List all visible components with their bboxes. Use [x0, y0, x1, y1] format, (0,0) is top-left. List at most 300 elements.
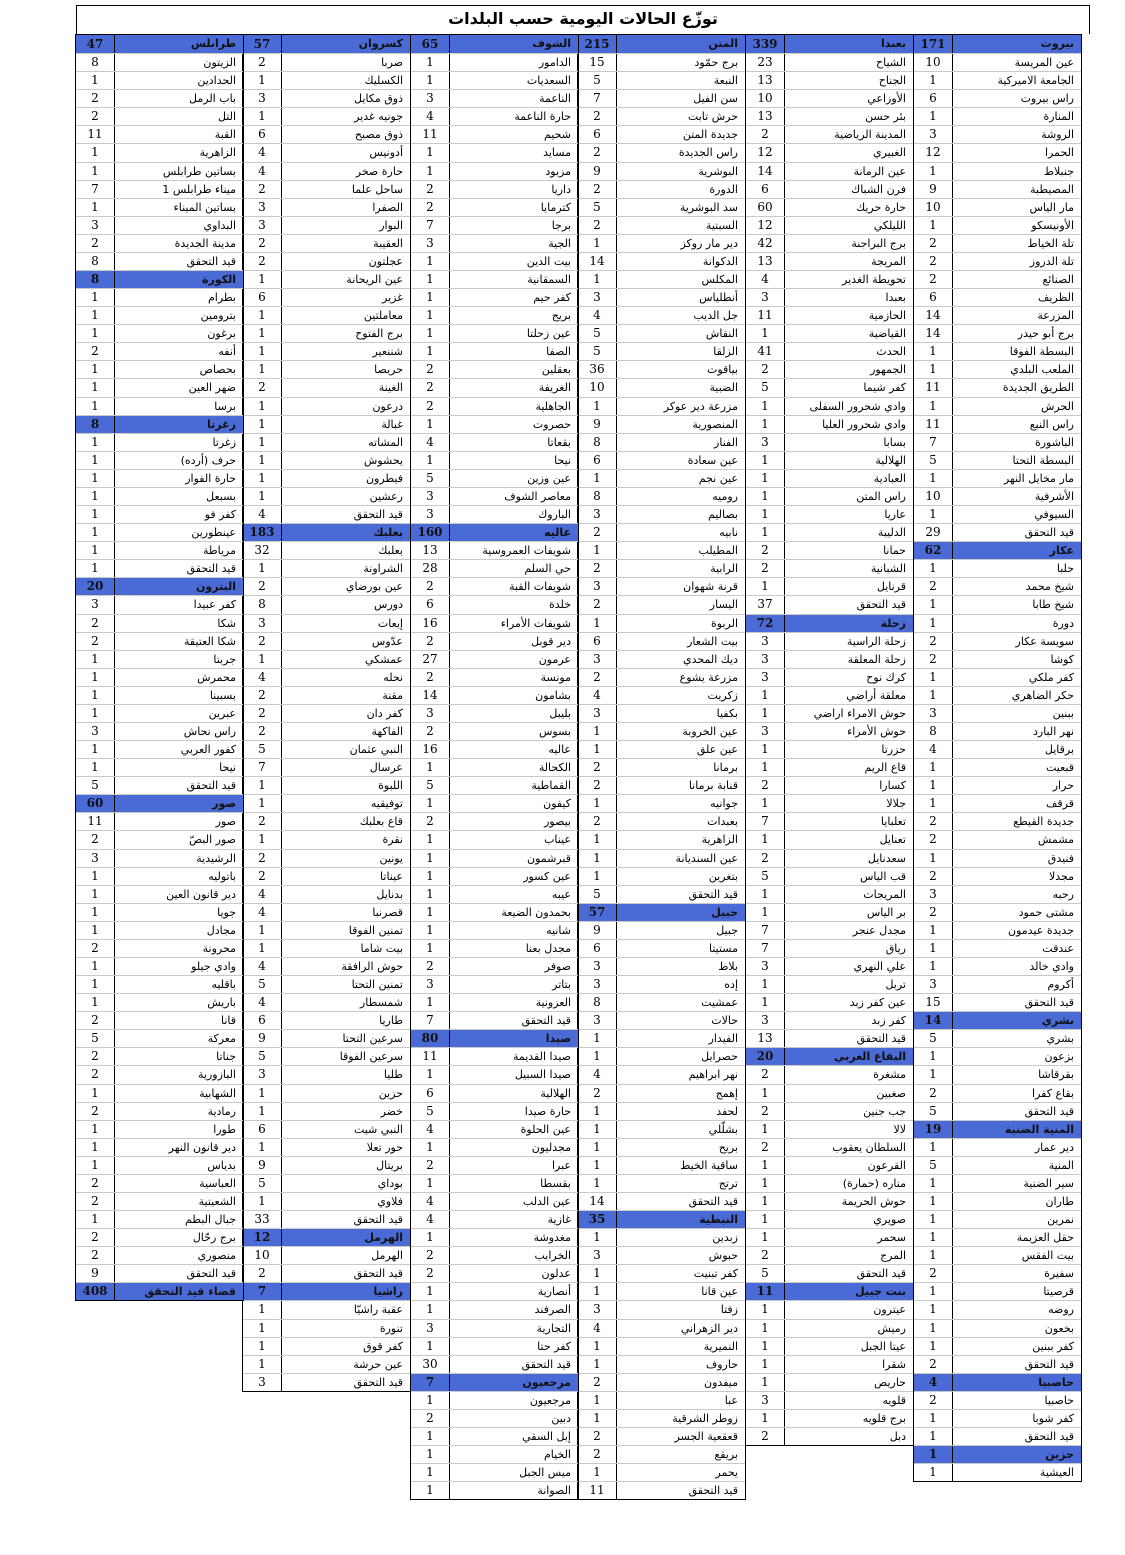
town-name: نهر ابراهيم — [688, 1068, 738, 1082]
town-name: بريتال — [376, 1158, 403, 1172]
case-count: 4 — [578, 687, 617, 704]
district-header-row — [411, 35, 578, 53]
town-name: قيد التحقق — [688, 1484, 738, 1498]
town-name: جوانيه — [710, 797, 738, 811]
town-name: حريصا — [374, 363, 403, 377]
case-count: 2 — [76, 1175, 115, 1192]
case-count: 12 — [746, 144, 785, 161]
town-row — [243, 1319, 410, 1337]
case-count: 1 — [746, 1175, 785, 1192]
town-name: الحمرا — [1045, 146, 1074, 160]
town-name: روضه — [1048, 1303, 1074, 1317]
town-row — [243, 577, 410, 595]
town-name: عين الحلوة — [520, 1122, 571, 1136]
case-count: 3 — [76, 596, 115, 613]
case-count: 9 — [578, 163, 617, 180]
town-row — [243, 1084, 410, 1102]
town-name: جلالا — [886, 797, 906, 811]
town-name: جديدة المتن — [682, 128, 738, 142]
town-name: الخيام — [544, 1448, 571, 1462]
town-row — [76, 1011, 243, 1029]
district-header-row — [746, 35, 913, 53]
case-count: 1 — [243, 1139, 282, 1156]
case-count: 3 — [243, 1374, 282, 1391]
town-name: حاريص — [873, 1375, 906, 1389]
district-total: 20 — [746, 1048, 785, 1065]
town-name: ساحل علما — [351, 182, 403, 196]
town-name: مار الياس — [1029, 200, 1074, 214]
case-count: 1 — [411, 850, 450, 867]
case-count: 2 — [578, 813, 617, 830]
case-count: 1 — [746, 1356, 785, 1373]
case-count: 2 — [76, 1012, 115, 1029]
town-name: كفر قوق — [363, 1339, 403, 1353]
town-name: حارة صيدا — [524, 1104, 571, 1118]
town-row — [76, 1192, 243, 1210]
district-total: 47 — [76, 35, 115, 53]
case-count: 1 — [411, 1139, 450, 1156]
case-count: 1 — [411, 307, 450, 324]
town-name: عين الريحانة — [346, 273, 403, 287]
town-row — [411, 487, 578, 505]
town-row — [746, 162, 913, 180]
district-total: 339 — [746, 35, 785, 53]
town-name: عبا — [724, 1393, 738, 1407]
town-name: بعبدات — [707, 815, 738, 829]
town-row — [76, 360, 243, 378]
town-row — [76, 125, 243, 143]
town-row — [411, 559, 578, 577]
town-name: قلويه — [882, 1393, 906, 1407]
case-count: 1 — [914, 1139, 953, 1156]
district-total: 1 — [914, 1446, 953, 1463]
case-count: 2 — [746, 850, 785, 867]
town-row — [746, 1156, 913, 1174]
town-name: أكروم — [1047, 978, 1074, 992]
town-name: محرونة — [202, 941, 236, 955]
case-count: 16 — [411, 741, 450, 758]
case-count: 60 — [746, 199, 785, 216]
town-name: عين حرشة — [353, 1357, 403, 1371]
case-count: 1 — [914, 922, 953, 939]
town-row — [746, 487, 913, 505]
town-name: قيد التحقق — [1024, 996, 1074, 1010]
town-name: حبوش — [708, 1249, 738, 1263]
case-count: 2 — [411, 1157, 450, 1174]
town-row — [578, 180, 745, 198]
town-row — [746, 577, 913, 595]
case-count: 13 — [411, 542, 450, 559]
case-count: 1 — [914, 615, 953, 632]
town-name: حارة الناعمة — [514, 110, 571, 124]
town-name: تلة الدروز — [1029, 254, 1074, 268]
case-count: 2 — [578, 1428, 617, 1445]
town-name: كفر عبيدا — [193, 598, 236, 612]
town-row — [411, 1337, 578, 1355]
district-total: 8 — [76, 416, 115, 433]
town-row — [578, 306, 745, 324]
case-count: 1 — [76, 506, 115, 523]
town-name: الجاهلية — [535, 399, 571, 413]
town-row — [76, 1120, 243, 1138]
case-count: 2 — [76, 1229, 115, 1246]
case-count: 2 — [243, 723, 282, 740]
district-header-row — [243, 35, 410, 53]
town-row — [243, 252, 410, 270]
case-count: 1 — [914, 850, 953, 867]
case-count: 10 — [914, 54, 953, 71]
town-name: عيترون — [873, 1303, 906, 1317]
case-count: 3 — [411, 235, 450, 252]
town-row — [76, 903, 243, 921]
case-count: 1 — [746, 398, 785, 415]
case-count: 7 — [76, 181, 115, 198]
case-count: 1 — [76, 72, 115, 89]
town-row — [914, 1409, 1081, 1427]
case-count: 1 — [76, 651, 115, 668]
town-name: حزين — [378, 1086, 403, 1100]
town-name: كسارا — [879, 779, 906, 793]
case-count: 1 — [76, 1085, 115, 1102]
town-name: كفر شوبا — [1032, 1411, 1074, 1425]
town-name: فنيدق — [1047, 851, 1074, 865]
case-count: 4 — [411, 108, 450, 125]
town-name: الحازمية — [868, 309, 906, 323]
case-count: 2 — [76, 831, 115, 848]
town-row — [243, 469, 410, 487]
town-name: الجناح — [878, 74, 906, 88]
district-header-row — [411, 1029, 578, 1047]
town-name: قيد التحقق — [353, 1213, 403, 1227]
case-count: 1 — [411, 144, 450, 161]
case-count: 1 — [411, 940, 450, 957]
town-row — [914, 523, 1081, 541]
town-row — [746, 143, 913, 161]
case-count: 1 — [578, 398, 617, 415]
town-name: زوطر الشرقية — [672, 1411, 738, 1425]
case-count: 3 — [914, 126, 953, 143]
town-row — [243, 1011, 410, 1029]
town-row — [411, 451, 578, 469]
town-row — [76, 939, 243, 957]
town-row — [746, 867, 913, 885]
town-row — [578, 487, 745, 505]
town-row — [578, 704, 745, 722]
town-name: كفر شيما — [863, 381, 906, 395]
town-row — [746, 324, 913, 342]
case-count: 1 — [578, 235, 617, 252]
town-row — [243, 89, 410, 107]
district-total: 171 — [914, 35, 953, 53]
case-count: 2 — [243, 578, 282, 595]
town-row — [243, 595, 410, 613]
case-count: 10 — [914, 199, 953, 216]
town-row — [243, 1138, 410, 1156]
town-name: جربتا — [213, 652, 236, 666]
town-name: لالا — [893, 1122, 906, 1136]
town-name: ذوق مصبح — [354, 128, 403, 142]
town-name: كفر دان — [366, 706, 403, 720]
case-count: 1 — [578, 741, 617, 758]
town-name: عمشيت — [701, 996, 738, 1010]
town-name: بئر حسن — [865, 110, 906, 124]
case-count: 3 — [578, 958, 617, 975]
town-row — [914, 1192, 1081, 1210]
town-row — [578, 921, 745, 939]
town-name: بخعون — [1044, 1321, 1074, 1335]
case-count: 1 — [578, 1410, 617, 1427]
town-name: شننعير — [372, 345, 403, 359]
town-row — [746, 559, 913, 577]
case-count: 4 — [243, 144, 282, 161]
town-row — [76, 849, 243, 867]
case-count: 1 — [411, 994, 450, 1011]
town-row — [746, 1084, 913, 1102]
case-count: 16 — [411, 615, 450, 632]
case-count: 1 — [243, 831, 282, 848]
town-name: أنفه — [218, 345, 236, 359]
town-name: الملعب البلدي — [1010, 363, 1074, 377]
case-count: 1 — [914, 1066, 953, 1083]
town-name: المريجات — [863, 887, 906, 901]
town-row — [914, 360, 1081, 378]
case-count: 1 — [76, 144, 115, 161]
town-name: دبين — [551, 1411, 571, 1425]
case-count: 1 — [914, 1229, 953, 1246]
district-header-row — [243, 1228, 410, 1246]
case-count: 7 — [746, 813, 785, 830]
case-count: 1 — [914, 1464, 953, 1481]
case-count: 2 — [76, 1066, 115, 1083]
town-name: داريا — [551, 182, 571, 196]
case-count: 1 — [746, 687, 785, 704]
town-row — [914, 342, 1081, 360]
town-row — [243, 505, 410, 523]
town-name: حارة الفوار — [185, 471, 236, 485]
town-name: بلاط — [718, 959, 738, 973]
town-name: شقرا — [882, 1357, 906, 1371]
district-total: 4 — [914, 1374, 953, 1391]
town-name: صوفر — [544, 959, 571, 973]
town-row — [578, 686, 745, 704]
case-count: 2 — [578, 596, 617, 613]
case-count: 6 — [578, 633, 617, 650]
town-row — [411, 704, 578, 722]
town-row — [746, 668, 913, 686]
town-name: ميس الجبل — [519, 1466, 571, 1480]
town-row — [746, 378, 913, 396]
town-row — [914, 1138, 1081, 1156]
district-header-row — [76, 794, 243, 812]
case-count: 2 — [578, 759, 617, 776]
town-row — [578, 523, 745, 541]
district-header-row — [243, 1282, 410, 1300]
town-name: أدونيس — [369, 146, 403, 160]
town-row — [243, 957, 410, 975]
town-row — [76, 1210, 243, 1228]
town-name: نحله — [383, 670, 403, 684]
case-count: 2 — [76, 940, 115, 957]
town-row — [76, 650, 243, 668]
town-name: الشهابية — [199, 1086, 236, 1100]
town-row — [243, 198, 410, 216]
town-row — [76, 957, 243, 975]
case-count: 3 — [243, 199, 282, 216]
town-name: النبي عثمان — [349, 743, 403, 757]
town-name: بيصور — [544, 815, 571, 829]
town-name: السيوفي — [1034, 508, 1074, 522]
town-name: شيخ محمد — [1025, 580, 1074, 594]
town-row — [243, 360, 410, 378]
town-row — [578, 1174, 745, 1192]
case-count: 1 — [243, 271, 282, 288]
town-row — [746, 415, 913, 433]
case-count: 1 — [76, 705, 115, 722]
case-count: 1 — [76, 307, 115, 324]
case-count: 1 — [578, 1229, 617, 1246]
town-name: فلاوي — [377, 1195, 403, 1208]
case-count: 13 — [746, 253, 785, 270]
town-row — [411, 650, 578, 668]
town-row — [578, 650, 745, 668]
town-name: بليبل — [549, 706, 571, 720]
town-name: سرعين الفوقا — [339, 1050, 403, 1064]
town-name: الدورة — [709, 182, 738, 196]
town-name: حقل العزيمة — [1016, 1231, 1074, 1245]
town-name: الفيدار — [708, 1032, 738, 1046]
case-count: 1 — [76, 542, 115, 559]
case-count: 3 — [411, 976, 450, 993]
town-name: النقاش — [705, 327, 738, 341]
town-row — [746, 1102, 913, 1120]
town-name: قب الياس — [859, 869, 906, 883]
town-name: جديدة القيطع — [1013, 815, 1074, 829]
town-name: معلقة أراضي — [846, 688, 906, 702]
town-row — [578, 939, 745, 957]
case-count: 2 — [914, 813, 953, 830]
town-name: دير قوبل — [531, 634, 571, 648]
town-row — [578, 559, 745, 577]
town-row — [411, 1391, 578, 1409]
case-count: 2 — [76, 108, 115, 125]
case-count: 15 — [578, 54, 617, 71]
town-name: قيد التحقق — [186, 562, 236, 576]
town-row — [578, 1246, 745, 1264]
town-row — [578, 107, 745, 125]
case-count: 1 — [411, 343, 450, 360]
case-count: 1 — [411, 72, 450, 89]
town-row — [746, 1246, 913, 1264]
district-total: 8 — [76, 271, 115, 288]
case-count: 1 — [243, 307, 282, 324]
town-name: بيت الدين — [526, 254, 571, 268]
town-row — [243, 776, 410, 794]
town-row — [578, 1047, 745, 1065]
case-count: 1 — [243, 108, 282, 125]
town-row — [411, 668, 578, 686]
town-row — [746, 1409, 913, 1427]
table-column — [577, 34, 746, 1500]
case-count: 2 — [243, 235, 282, 252]
district-total: 12 — [243, 1229, 282, 1246]
town-row — [914, 794, 1081, 812]
case-count: 14 — [578, 253, 617, 270]
town-name: عين كسور — [523, 869, 571, 883]
town-name: تربل — [885, 978, 906, 992]
town-row — [411, 1102, 578, 1120]
case-count: 5 — [411, 1103, 450, 1120]
case-count: 8 — [578, 994, 617, 1011]
district-name: جبيل — [711, 905, 738, 919]
town-name: كفر حتا — [537, 1339, 571, 1353]
case-count: 2 — [914, 651, 953, 668]
town-name: الحرش — [1040, 399, 1074, 413]
case-count: 1 — [914, 361, 953, 378]
case-count: 2 — [746, 1139, 785, 1156]
town-row — [578, 1391, 745, 1409]
district-name: النبطية — [699, 1213, 738, 1227]
town-name: عين بورضاي — [345, 580, 403, 594]
town-row — [411, 1228, 578, 1246]
case-count: 2 — [76, 1103, 115, 1120]
town-name: شيخ طابا — [1032, 598, 1074, 612]
town-name: عين علق — [696, 743, 738, 757]
town-name: بترومين — [200, 309, 236, 323]
town-row — [914, 71, 1081, 89]
town-row — [76, 89, 243, 107]
town-row — [411, 632, 578, 650]
town-row — [411, 360, 578, 378]
town-row — [76, 1102, 243, 1120]
town-name: دير الزهراني — [680, 1321, 738, 1335]
case-count: 1 — [578, 1265, 617, 1282]
town-row — [746, 1427, 913, 1445]
town-name: قاع بعلبك — [359, 815, 403, 829]
town-name: قيد التحقق — [1024, 1430, 1074, 1444]
town-name: الرابية — [710, 562, 738, 576]
town-name: عجلتون — [368, 254, 403, 268]
town-name: السعديات — [526, 74, 571, 88]
town-name: باتوليه — [208, 869, 236, 883]
case-count: 3 — [578, 578, 617, 595]
town-row — [411, 1210, 578, 1228]
town-name: مسايد — [543, 146, 571, 160]
town-row — [76, 1029, 243, 1047]
town-row — [243, 1174, 410, 1192]
town-name: عيبه — [551, 887, 571, 901]
case-count: 3 — [411, 90, 450, 107]
case-count: 3 — [411, 488, 450, 505]
town-name: الجامعة الاميركية — [997, 74, 1074, 88]
town-name: بشري — [1046, 1032, 1074, 1046]
town-row — [914, 1156, 1081, 1174]
case-count: 10 — [243, 1247, 282, 1264]
case-count: 37 — [746, 596, 785, 613]
town-row — [578, 1156, 745, 1174]
town-row — [411, 216, 578, 234]
case-count: 12 — [914, 144, 953, 161]
case-count: 1 — [578, 1030, 617, 1047]
town-name: قيد التحقق — [688, 887, 738, 901]
case-count: 2 — [914, 831, 953, 848]
town-row — [243, 1246, 410, 1264]
case-count: 1 — [914, 759, 953, 776]
case-count: 5 — [578, 72, 617, 89]
town-row — [411, 758, 578, 776]
district-total: 60 — [76, 795, 115, 812]
town-name: نهر البارد — [1033, 724, 1074, 738]
case-count: 2 — [411, 199, 450, 216]
